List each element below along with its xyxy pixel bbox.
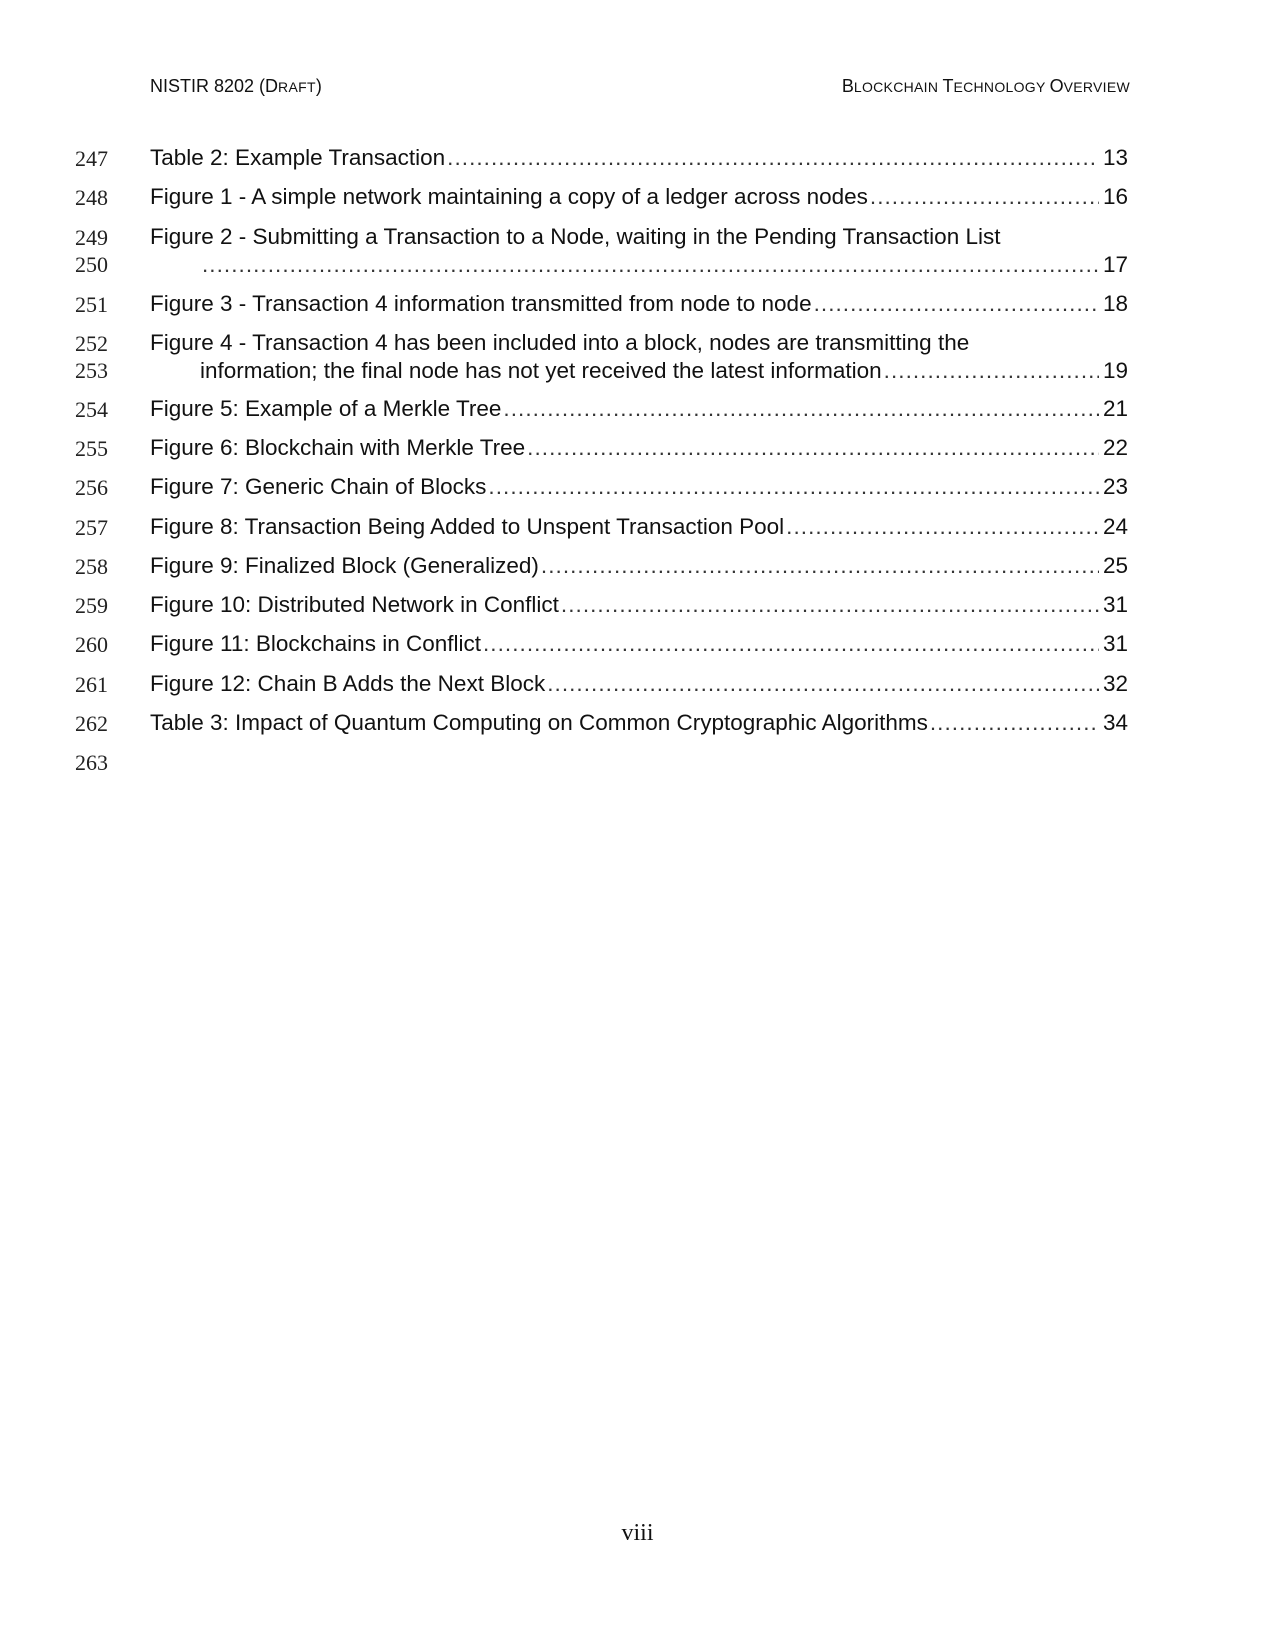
toc-entry-page: 31 [1102, 631, 1128, 656]
dot-leader [561, 591, 1099, 619]
dot-leader [930, 709, 1099, 737]
dot-leader [870, 183, 1099, 211]
toc-entry-title: Figure 1 - A simple network maintaining a copy of a ledger across nodes [150, 184, 868, 209]
toc-entry[interactable] [150, 395, 1128, 423]
toc-entry-page: 25 [1102, 553, 1128, 578]
line-number: 253 [75, 358, 108, 383]
toc-entry-title: Table 3: Impact of Quantum Computing on Common Cryptographic Algorithms [150, 710, 928, 735]
header-right-t: T [942, 76, 954, 96]
line-number: 250 [75, 252, 108, 277]
line-number: 254 [75, 397, 108, 422]
toc-entry-page: 31 [1102, 592, 1128, 617]
dot-leader [814, 290, 1099, 318]
toc-entry[interactable] [150, 709, 1128, 737]
line-number: 252 [75, 331, 108, 356]
toc-entry-title: Table 2: Example Transaction [150, 145, 446, 170]
dot-leader [202, 251, 1099, 279]
toc-entry-page: 34 [1102, 710, 1128, 735]
toc-entry[interactable] [150, 290, 1128, 318]
line-number: 247 [75, 146, 108, 171]
line-number: 259 [75, 593, 108, 618]
line-number: 251 [75, 292, 108, 317]
line-number: 260 [75, 632, 108, 657]
toc-entry-title: Figure 4 - Transaction 4 has been included into a block, nodes are transmitting the [150, 330, 970, 355]
toc-entry[interactable] [150, 329, 1128, 385]
toc-entry-title: Figure 10: Distributed Network in Conflict [150, 592, 559, 617]
dot-leader [547, 670, 1099, 698]
toc-entry[interactable] [150, 183, 1128, 211]
toc-entry[interactable] [150, 144, 1128, 172]
dot-leader [884, 357, 1099, 385]
toc-entry[interactable] [150, 670, 1128, 698]
toc-entry-page: 17 [1102, 252, 1128, 277]
line-number: 257 [75, 515, 108, 540]
header-left-d: D [265, 76, 279, 96]
toc-entry-title: Figure 6: Blockchain with Merkle Tree [150, 435, 526, 460]
toc-entry-page: 18 [1102, 291, 1128, 316]
toc-entry-page: 23 [1102, 474, 1128, 499]
toc-entry[interactable] [150, 473, 1128, 501]
toc-entry[interactable] [150, 434, 1128, 462]
line-number: 249 [75, 225, 108, 250]
header-left-main: NISTIR 8202 ( [150, 76, 266, 96]
dot-leader [483, 630, 1099, 658]
line-number: 248 [75, 185, 108, 210]
header-right-echnology: ECHNOLOGY [953, 79, 1050, 95]
toc-entry-continuation: information; the final node has not yet received the latest information [200, 358, 882, 383]
toc-entry-page: 16 [1102, 184, 1128, 209]
dot-leader [503, 395, 1099, 423]
toc-entry-title: Figure 11: Blockchains in Conflict [150, 631, 481, 656]
header-right-b: B [841, 76, 854, 96]
toc-entry-title: Figure 5: Example of a Merkle Tree [150, 396, 502, 421]
toc-entry-title: Figure 7: Generic Chain of Blocks [150, 474, 487, 499]
toc-entry[interactable] [150, 223, 1128, 279]
line-number: 255 [75, 436, 108, 461]
toc-entry-title: Figure 12: Chain B Adds the Next Block [150, 671, 546, 696]
dot-leader [447, 144, 1099, 172]
dot-leader [786, 513, 1099, 541]
running-header-right [842, 76, 1130, 97]
toc-entry-title: Figure 9: Finalized Block (Generalized) [150, 553, 539, 578]
toc-entry-title: Figure 3 - Transaction 4 information transmitted from node to node [150, 291, 812, 316]
page-number: viii [621, 1520, 654, 1546]
header-right-o: O [1049, 76, 1064, 96]
toc-entry[interactable] [150, 552, 1128, 580]
line-number: 258 [75, 554, 108, 579]
line-number: 261 [75, 672, 108, 697]
toc-entry-page: 13 [1102, 145, 1128, 170]
toc-entry-page: 32 [1102, 671, 1128, 696]
running-header-left [150, 76, 322, 97]
header-left-close: ) [315, 76, 322, 96]
toc-entry-page: 19 [1102, 358, 1128, 383]
toc-entry[interactable] [150, 630, 1128, 658]
toc-entry[interactable] [150, 591, 1128, 619]
line-number: 263 [75, 750, 108, 775]
dot-leader [488, 473, 1099, 501]
toc-entry[interactable] [150, 513, 1128, 541]
toc-entry-title: Figure 8: Transaction Being Added to Unspent Transaction Pool [150, 514, 785, 539]
header-right-lockchain: LOCKCHAIN [853, 79, 943, 95]
toc-entry-page: 22 [1102, 435, 1128, 460]
header-right-verview: VERVIEW [1063, 79, 1130, 95]
toc-entry-page: 24 [1102, 514, 1128, 539]
line-number: 262 [75, 711, 108, 736]
toc-entry-page: 21 [1102, 396, 1128, 421]
dot-leader [527, 434, 1099, 462]
dot-leader [541, 552, 1099, 580]
line-number: 256 [75, 475, 108, 500]
header-left-raft: RAFT [278, 79, 316, 95]
toc-entry-title: Figure 2 - Submitting a Transaction to a Node, waiting in the Pending Transaction List [150, 224, 1001, 249]
